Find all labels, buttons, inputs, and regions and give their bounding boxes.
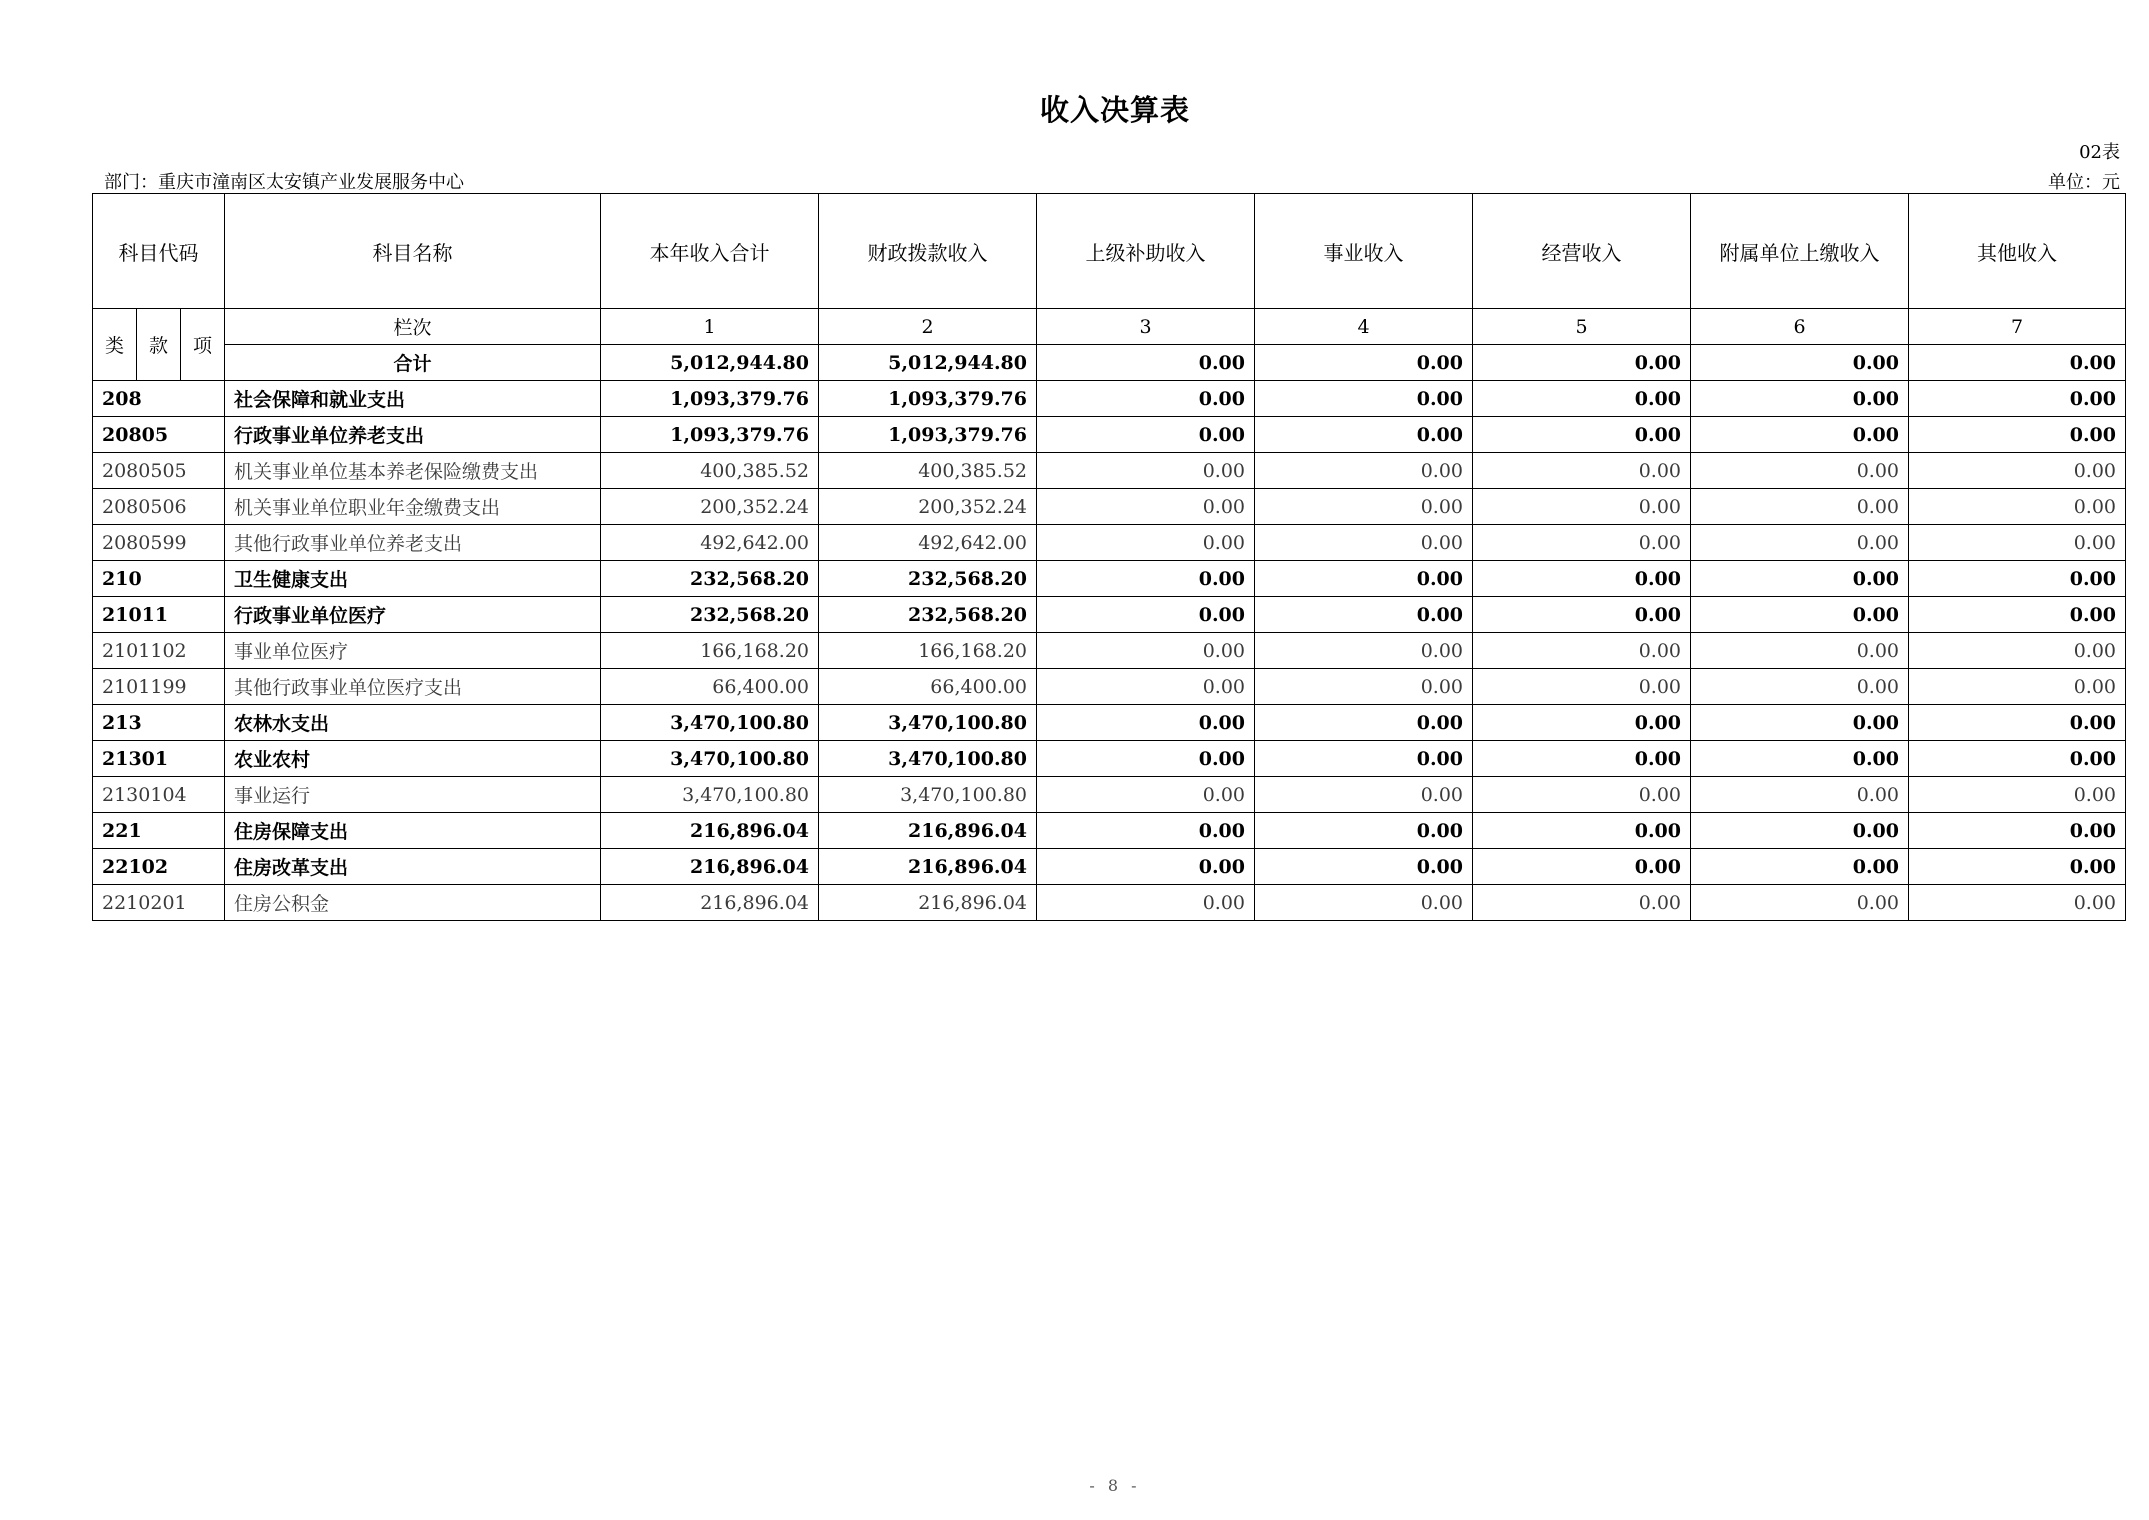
unit-label: 单位：元 [2048,172,2120,193]
total-cell: 0.00 [1037,345,1255,381]
amount-cell: 0.00 [1255,597,1473,633]
subject-name: 机关事业单位职业年金缴费支出 [225,489,601,525]
subject-code: 213 [93,705,225,741]
level-section: 款 [137,309,181,381]
subject-name: 卫生健康支出 [225,561,601,597]
amount-cell: 0.00 [1473,669,1691,705]
amount-cell: 0.00 [1473,705,1691,741]
amount-cell: 400,385.52 [819,453,1037,489]
amount-cell: 0.00 [1691,525,1909,561]
amount-cell: 0.00 [1473,885,1691,921]
column-number: 5 [1473,309,1691,345]
header-fiscal-appropriation: 财政拨款收入 [819,194,1037,309]
amount-cell: 0.00 [1473,417,1691,453]
subject-name: 其他行政事业单位医疗支出 [225,669,601,705]
amount-cell: 0.00 [1909,705,2126,741]
amount-cell: 0.00 [1255,453,1473,489]
department-label: 部门：重庆市潼南区太安镇产业发展服务中心 [104,172,464,193]
subject-name: 事业运行 [225,777,601,813]
amount-cell: 0.00 [1691,633,1909,669]
amount-cell: 492,642.00 [601,525,819,561]
amount-cell: 0.00 [1473,741,1691,777]
total-label: 合计 [225,345,601,381]
amount-cell: 0.00 [1909,813,2126,849]
header-total-income: 本年收入合计 [601,194,819,309]
amount-cell: 0.00 [1037,489,1255,525]
subject-code: 2080505 [93,453,225,489]
amount-cell: 200,352.24 [601,489,819,525]
subject-code: 21011 [93,597,225,633]
subject-name: 社会保障和就业支出 [225,381,601,417]
column-number: 3 [1037,309,1255,345]
amount-cell: 0.00 [1473,561,1691,597]
amount-cell: 3,470,100.80 [819,777,1037,813]
column-number: 1 [601,309,819,345]
subject-name: 农林水支出 [225,705,601,741]
amount-cell: 66,400.00 [601,669,819,705]
subject-name: 住房公积金 [225,885,601,921]
total-row [93,345,2126,381]
amount-cell: 0.00 [1691,777,1909,813]
subject-name: 行政事业单位医疗 [225,597,601,633]
amount-cell: 0.00 [1037,525,1255,561]
amount-cell: 0.00 [1909,741,2126,777]
amount-cell: 0.00 [1909,525,2126,561]
subject-name: 其他行政事业单位养老支出 [225,525,601,561]
amount-cell: 1,093,379.76 [601,381,819,417]
amount-cell: 0.00 [1255,381,1473,417]
amount-cell: 216,896.04 [819,885,1037,921]
amount-cell: 166,168.20 [819,633,1037,669]
amount-cell: 232,568.20 [601,597,819,633]
total-cell: 0.00 [1255,345,1473,381]
header-row [93,194,2126,309]
header-affiliated-remittance: 附属单位上缴收入 [1691,194,1909,309]
header-operating-income: 经营收入 [1473,194,1691,309]
amount-cell: 0.00 [1909,633,2126,669]
amount-cell: 0.00 [1691,741,1909,777]
subject-code: 20805 [93,417,225,453]
table-row [93,561,2126,597]
amount-cell: 0.00 [1255,777,1473,813]
column-number-row [93,309,2126,345]
level-category: 类 [93,309,137,381]
amount-cell: 216,896.04 [601,885,819,921]
amount-cell: 0.00 [1909,489,2126,525]
amount-cell: 3,470,100.80 [819,705,1037,741]
form-number: 02表 [2079,142,2120,163]
amount-cell: 0.00 [1473,777,1691,813]
amount-cell: 216,896.04 [819,813,1037,849]
subject-name: 住房改革支出 [225,849,601,885]
income-final-accounts-table [92,193,2126,921]
table-row [93,813,2126,849]
table-row [93,741,2126,777]
amount-cell: 0.00 [1909,561,2126,597]
subject-code: 208 [93,381,225,417]
amount-cell: 0.00 [1037,741,1255,777]
amount-cell: 0.00 [1255,813,1473,849]
subject-name: 农业农村 [225,741,601,777]
amount-cell: 0.00 [1037,633,1255,669]
amount-cell: 232,568.20 [601,561,819,597]
total-cell: 5,012,944.80 [819,345,1037,381]
table-row [93,885,2126,921]
amount-cell: 0.00 [1255,489,1473,525]
total-cell: 0.00 [1909,345,2126,381]
amount-cell: 0.00 [1473,813,1691,849]
table-row [93,597,2126,633]
amount-cell: 492,642.00 [819,525,1037,561]
subject-name: 机关事业单位基本养老保险缴费支出 [225,453,601,489]
amount-cell: 0.00 [1037,597,1255,633]
amount-cell: 1,093,379.76 [819,417,1037,453]
table-row [93,705,2126,741]
subject-code: 2101102 [93,633,225,669]
amount-cell: 0.00 [1909,669,2126,705]
amount-cell: 66,400.00 [819,669,1037,705]
amount-cell: 0.00 [1037,849,1255,885]
amount-cell: 0.00 [1255,525,1473,561]
column-number: 6 [1691,309,1909,345]
amount-cell: 3,470,100.80 [819,741,1037,777]
amount-cell: 216,896.04 [819,849,1037,885]
amount-cell: 0.00 [1037,885,1255,921]
amount-cell: 0.00 [1473,489,1691,525]
total-cell: 5,012,944.80 [601,345,819,381]
column-number: 4 [1255,309,1473,345]
table-row [93,489,2126,525]
amount-cell: 0.00 [1473,453,1691,489]
table-row [93,525,2126,561]
amount-cell: 0.00 [1691,597,1909,633]
amount-cell: 0.00 [1473,381,1691,417]
header-name: 科目名称 [225,194,601,309]
amount-cell: 0.00 [1037,453,1255,489]
amount-cell: 0.00 [1691,561,1909,597]
amount-cell: 0.00 [1909,849,2126,885]
amount-cell: 0.00 [1037,381,1255,417]
amount-cell: 0.00 [1909,417,2126,453]
table-row [93,633,2126,669]
table-row [93,777,2126,813]
amount-cell: 1,093,379.76 [819,381,1037,417]
amount-cell: 0.00 [1691,705,1909,741]
subject-code: 2130104 [93,777,225,813]
amount-cell: 400,385.52 [601,453,819,489]
amount-cell: 0.00 [1691,849,1909,885]
column-number: 7 [1909,309,2126,345]
amount-cell: 0.00 [1909,381,2126,417]
amount-cell: 232,568.20 [819,597,1037,633]
subject-name: 行政事业单位养老支出 [225,417,601,453]
header-superior-subsidy: 上级补助收入 [1037,194,1255,309]
total-cell: 0.00 [1473,345,1691,381]
subject-code: 210 [93,561,225,597]
amount-cell: 216,896.04 [601,813,819,849]
table-row [93,417,2126,453]
subject-code: 2080506 [93,489,225,525]
amount-cell: 1,093,379.76 [601,417,819,453]
amount-cell: 0.00 [1691,669,1909,705]
subject-code: 21301 [93,741,225,777]
amount-cell: 0.00 [1691,813,1909,849]
amount-cell: 0.00 [1037,669,1255,705]
amount-cell: 0.00 [1037,417,1255,453]
amount-cell: 0.00 [1255,705,1473,741]
report-title: 收入决算表 [1039,93,1190,127]
amount-cell: 0.00 [1691,885,1909,921]
amount-cell: 0.00 [1255,741,1473,777]
amount-cell: 0.00 [1255,885,1473,921]
subject-code: 2210201 [93,885,225,921]
level-item: 项 [181,309,225,381]
table-row [93,381,2126,417]
column-number-label: 栏次 [225,309,601,345]
amount-cell: 0.00 [1255,849,1473,885]
amount-cell: 0.00 [1473,849,1691,885]
amount-cell: 0.00 [1037,813,1255,849]
amount-cell: 0.00 [1037,561,1255,597]
amount-cell: 0.00 [1037,777,1255,813]
subject-code: 22102 [93,849,225,885]
amount-cell: 0.00 [1473,525,1691,561]
header-other-income: 其他收入 [1909,194,2126,309]
column-number: 2 [819,309,1037,345]
table-row [93,453,2126,489]
page-number: - 8 - [1089,1476,1141,1495]
amount-cell: 166,168.20 [601,633,819,669]
amount-cell: 0.00 [1473,597,1691,633]
subject-name: 住房保障支出 [225,813,601,849]
amount-cell: 3,470,100.80 [601,741,819,777]
amount-cell: 0.00 [1691,381,1909,417]
amount-cell: 216,896.04 [601,849,819,885]
amount-cell: 0.00 [1473,633,1691,669]
amount-cell: 3,470,100.80 [601,705,819,741]
total-cell: 0.00 [1691,345,1909,381]
amount-cell: 200,352.24 [819,489,1037,525]
amount-cell: 0.00 [1691,453,1909,489]
amount-cell: 0.00 [1909,885,2126,921]
amount-cell: 3,470,100.80 [601,777,819,813]
amount-cell: 0.00 [1037,705,1255,741]
subject-code: 2101199 [93,669,225,705]
subject-code: 221 [93,813,225,849]
subject-code: 2080599 [93,525,225,561]
amount-cell: 0.00 [1255,417,1473,453]
table-row [93,849,2126,885]
amount-cell: 0.00 [1909,453,2126,489]
amount-cell: 0.00 [1909,777,2126,813]
header-business-income: 事业收入 [1255,194,1473,309]
amount-cell: 232,568.20 [819,561,1037,597]
amount-cell: 0.00 [1255,561,1473,597]
header-code: 科目代码 [93,194,225,309]
table-row [93,669,2126,705]
amount-cell: 0.00 [1255,633,1473,669]
amount-cell: 0.00 [1691,489,1909,525]
amount-cell: 0.00 [1691,417,1909,453]
amount-cell: 0.00 [1255,669,1473,705]
subject-name: 事业单位医疗 [225,633,601,669]
amount-cell: 0.00 [1909,597,2126,633]
